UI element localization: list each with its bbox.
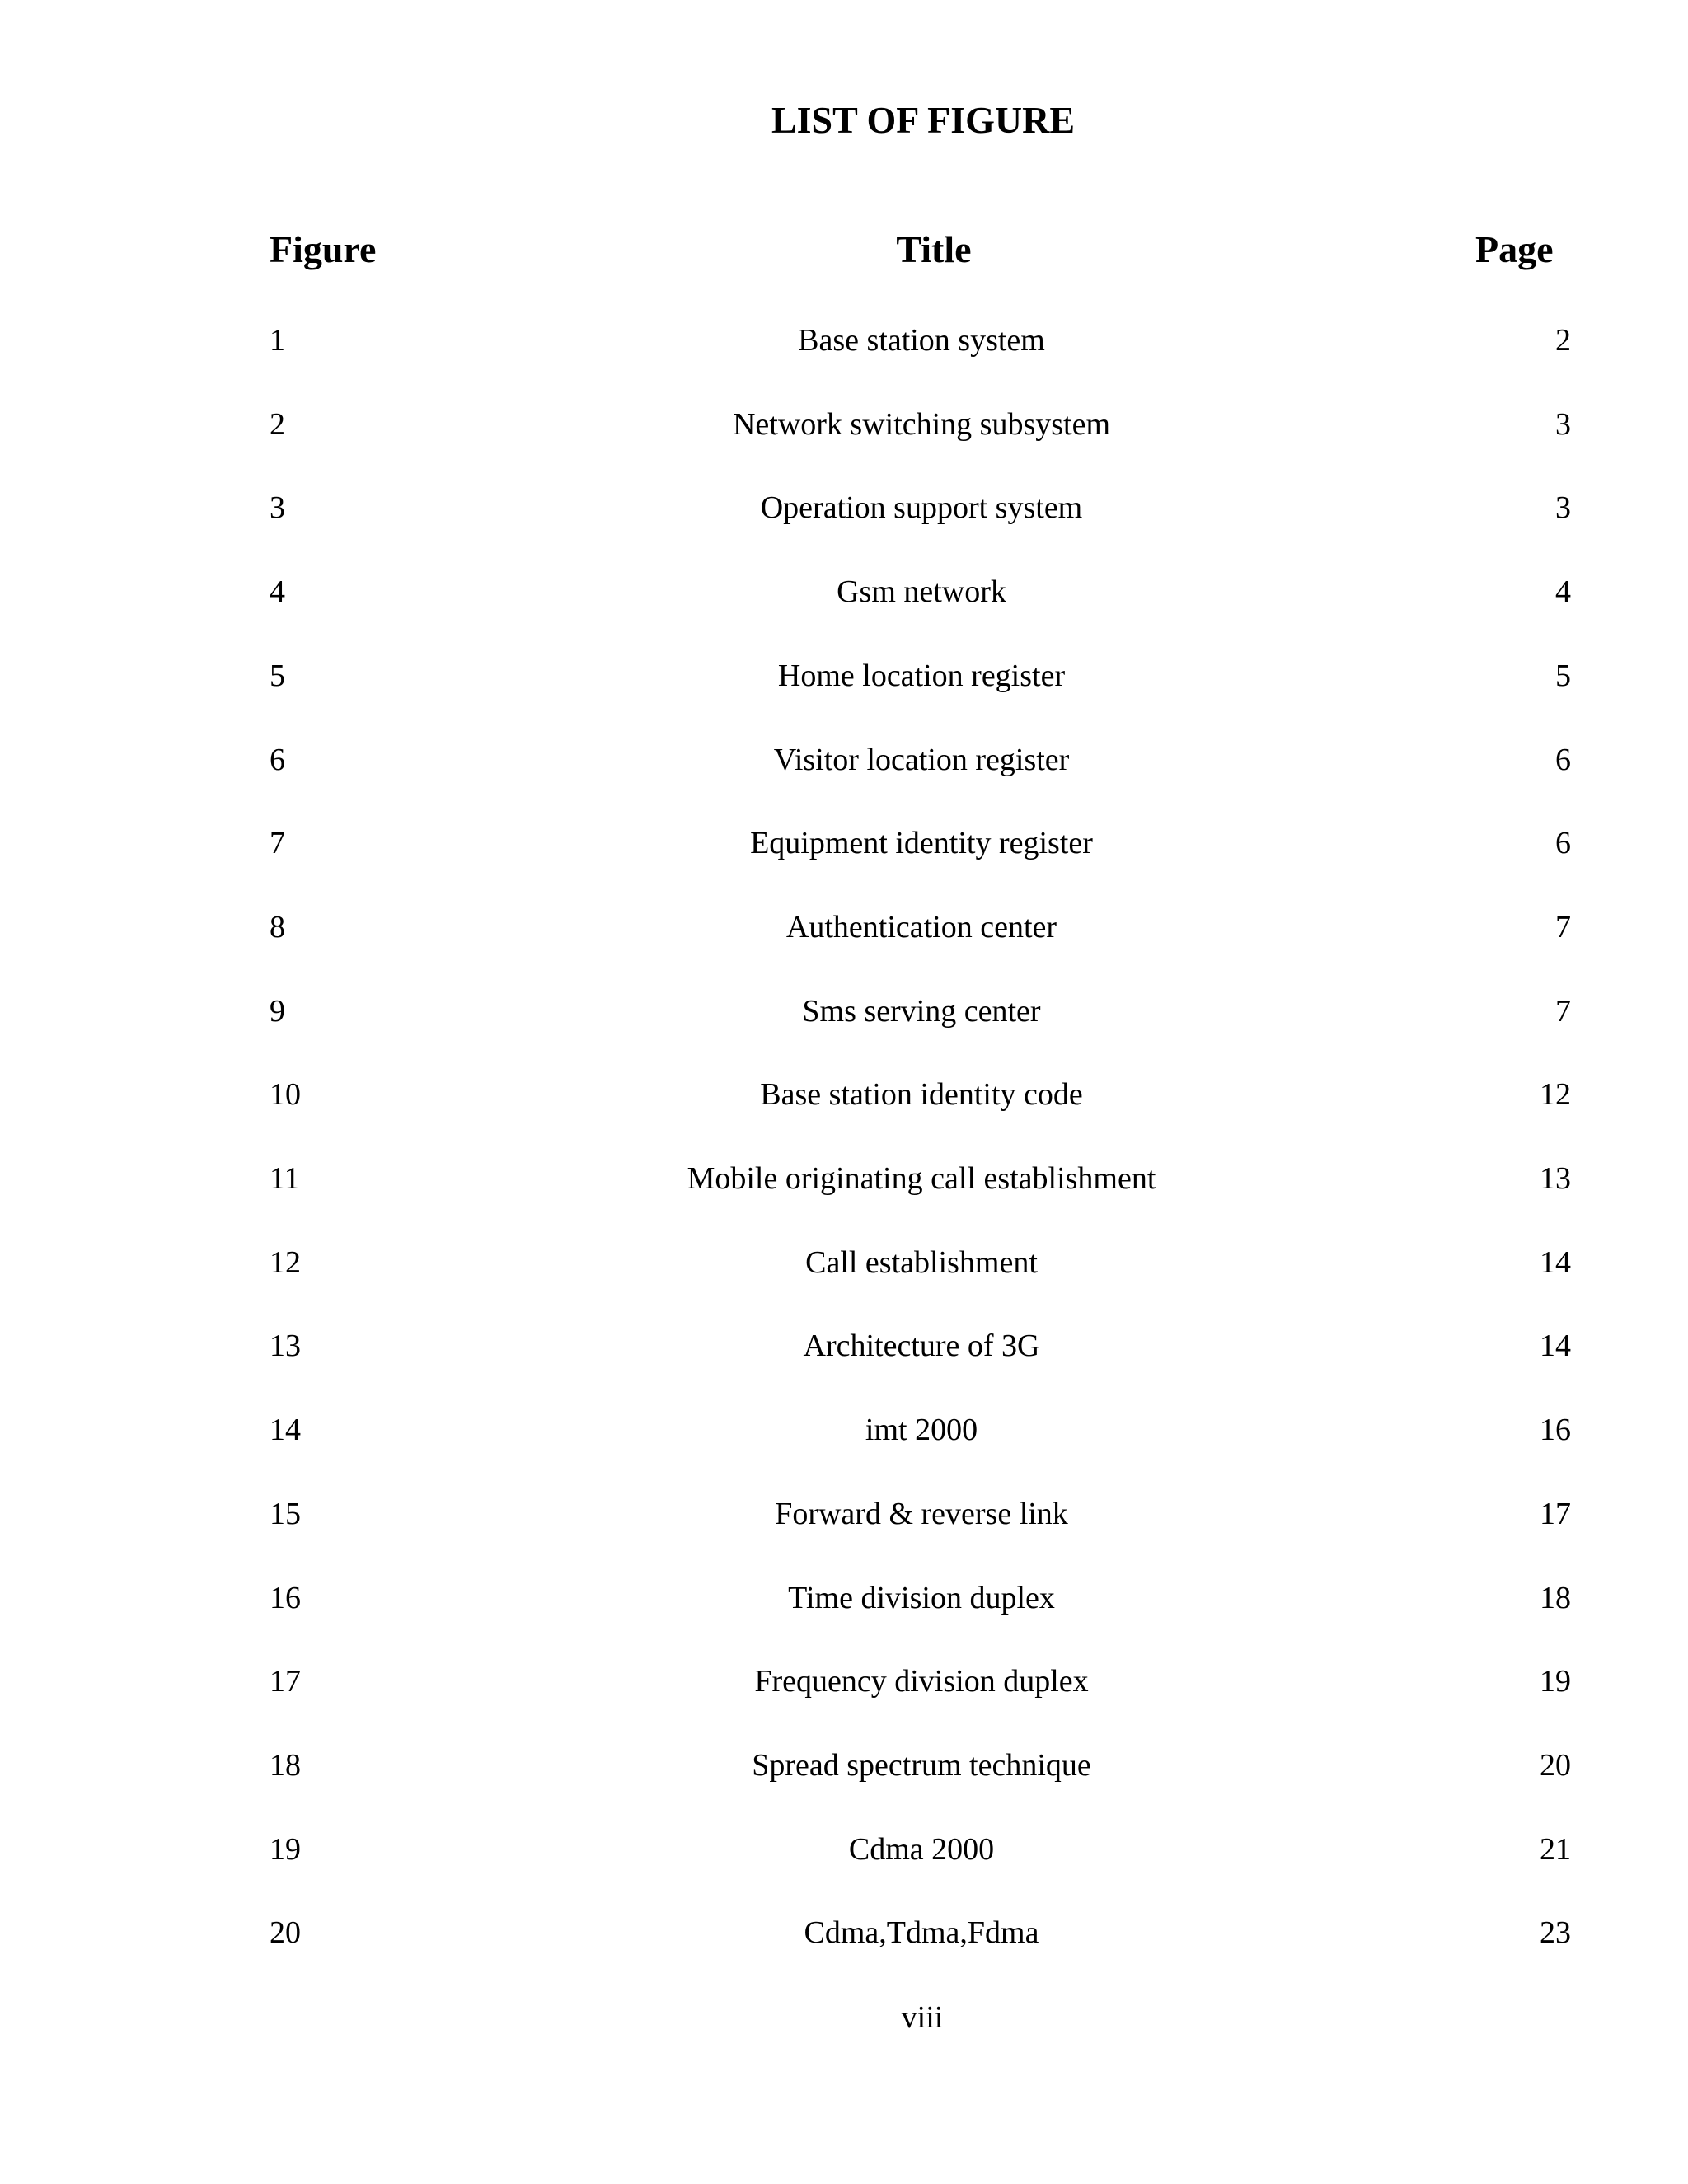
list-item — [0, 1070, 1688, 1119]
figure-title: Architecture of 3G — [803, 1329, 1040, 1363]
figure-page: 12 — [1540, 1077, 1571, 1112]
figure-number: 9 — [270, 994, 285, 1029]
figure-page: 6 — [1555, 826, 1571, 860]
figure-title: imt 2000 — [865, 1413, 978, 1447]
figure-number: 20 — [270, 1915, 301, 1950]
figure-number: 16 — [270, 1581, 301, 1615]
figure-number: 2 — [270, 407, 285, 442]
figure-page: 21 — [1540, 1832, 1571, 1867]
list-item — [0, 316, 1688, 365]
figure-number: 13 — [270, 1329, 301, 1363]
figure-title: Cdma 2000 — [848, 1832, 995, 1867]
list-item — [0, 1573, 1688, 1623]
figure-title: Mobile originating call establishment — [687, 1161, 1156, 1196]
figure-number: 1 — [270, 323, 285, 358]
figure-title: Base station system — [798, 323, 1045, 358]
figure-page: 13 — [1540, 1161, 1571, 1196]
list-item — [0, 987, 1688, 1036]
figure-page: 4 — [1555, 574, 1571, 609]
figure-title: Home location register — [777, 658, 1066, 693]
column-header-figure: Figure — [270, 228, 377, 270]
list-item — [0, 1908, 1688, 1957]
list-item — [0, 1154, 1688, 1203]
figure-page: 3 — [1555, 407, 1571, 442]
figure-title: Frequency division duplex — [754, 1664, 1089, 1699]
figure-title: Network switching subsystem — [732, 407, 1111, 442]
figure-page: 19 — [1540, 1664, 1571, 1699]
figure-number: 8 — [270, 910, 285, 944]
figure-title: Authentication center — [785, 910, 1057, 944]
list-item — [0, 1489, 1688, 1539]
figure-number: 10 — [270, 1077, 301, 1112]
list-item — [0, 651, 1688, 701]
list-item — [0, 1238, 1688, 1287]
figure-page: 17 — [1540, 1497, 1571, 1531]
figure-number: 12 — [270, 1245, 301, 1280]
figure-title: Visitor location register — [773, 743, 1070, 777]
page-number: viii — [901, 2000, 944, 2035]
figure-page: 14 — [1540, 1329, 1571, 1363]
figure-title: Cdma,Tdma,Fdma — [804, 1915, 1039, 1950]
list-item — [0, 818, 1688, 868]
list-item — [0, 735, 1688, 785]
figure-page: 7 — [1555, 910, 1571, 944]
page-title: LIST OF FIGURE — [771, 99, 1076, 141]
figure-number: 18 — [270, 1748, 301, 1783]
list-item — [0, 1825, 1688, 1874]
figure-title: Equipment identity register — [750, 826, 1093, 860]
figure-number: 4 — [270, 574, 285, 609]
figure-page: 18 — [1540, 1581, 1571, 1615]
list-item — [0, 1405, 1688, 1455]
figure-number: 15 — [270, 1497, 301, 1531]
column-header-page: Page — [1475, 228, 1554, 270]
figure-page: 6 — [1555, 743, 1571, 777]
list-item — [0, 1741, 1688, 1790]
figure-page: 20 — [1540, 1748, 1571, 1783]
list-item — [0, 902, 1688, 952]
figure-page: 2 — [1555, 323, 1571, 358]
list-item — [0, 1657, 1688, 1706]
figure-number: 14 — [270, 1413, 301, 1447]
figure-page: 14 — [1540, 1245, 1571, 1280]
figure-title: Sms serving center — [802, 994, 1041, 1029]
figure-title: Spread spectrum technique — [752, 1748, 1091, 1783]
figure-title: Time division duplex — [788, 1581, 1055, 1615]
figure-title: Operation support system — [760, 490, 1083, 525]
list-item — [0, 1321, 1688, 1371]
list-item — [0, 400, 1688, 449]
figure-title: Base station identity code — [760, 1077, 1083, 1112]
figure-title: Call establishment — [805, 1245, 1038, 1280]
figure-number: 6 — [270, 743, 285, 777]
figure-page: 3 — [1555, 490, 1571, 525]
figure-number: 5 — [270, 658, 285, 693]
list-item — [0, 567, 1688, 616]
figure-number: 19 — [270, 1832, 301, 1867]
figure-number: 7 — [270, 826, 285, 860]
figure-page: 5 — [1555, 658, 1571, 693]
figure-number: 17 — [270, 1664, 301, 1699]
column-header-title: Title — [896, 228, 972, 270]
figure-title: Forward & reverse link — [775, 1497, 1068, 1531]
figure-number: 11 — [270, 1161, 300, 1196]
figure-title: Gsm network — [837, 574, 1006, 609]
figure-page: 23 — [1540, 1915, 1571, 1950]
figure-number: 3 — [270, 490, 285, 525]
figure-page: 16 — [1540, 1413, 1571, 1447]
list-item — [0, 483, 1688, 532]
figure-page: 7 — [1555, 994, 1571, 1029]
